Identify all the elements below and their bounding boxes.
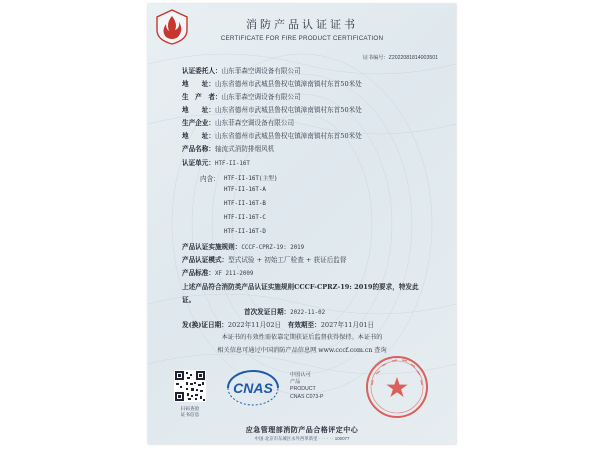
standard-label: 产品标准：: [182, 269, 215, 277]
certificate-subtitle: CERTIFICATE FOR FIRE PRODUCT CERTIFICATION: [220, 35, 384, 42]
factory-value: 山东菲森空调设备有限公司: [214, 119, 295, 127]
mode-value: 型式试验 + 初始工厂检查 + 获证后监督: [228, 256, 347, 264]
certificate-title: 消防产品认证证书: [246, 18, 358, 31]
first-issue-row: [244, 306, 325, 316]
unit-label: 认证单元：: [182, 159, 215, 167]
factory-address-label: 地 址：: [182, 132, 215, 140]
issuing-authority: 应急管理部消防产品合格评定中心: [245, 425, 359, 434]
valid-until-label: 有效期至：: [287, 321, 321, 329]
cnas-accreditation-text: [290, 372, 323, 401]
rule-row: [182, 241, 304, 251]
mode-label: 产品认证模式：: [182, 256, 229, 264]
conformity-line-1: 上述产品符合消防类产品认证实施规则CCCF-CPRZ-19: 2019的要求，特发此: [182, 283, 419, 291]
factory-label: 生产企业：: [182, 119, 215, 127]
unit-row: [182, 157, 250, 167]
client-row: [182, 65, 301, 75]
first-issue-value: 2022-11-02: [290, 310, 326, 316]
maker-address-value: 山东省德州市武城县鲁权屯镇漳南镇村东首50米处: [214, 106, 362, 114]
qr-caption: [170, 407, 210, 419]
maker-row: [182, 91, 301, 101]
factory-row: [182, 117, 294, 127]
valid-until-value: 2027年11月01日: [320, 321, 375, 329]
model-item: HTF-II-16T-B: [224, 201, 266, 207]
maker-address-row: [182, 104, 362, 114]
rule-label: 产品认证实施规则：: [182, 243, 242, 251]
mode-row: [182, 254, 347, 264]
product-value: 轴流式消防排烟风机: [214, 145, 275, 153]
qr-caption-line-2: 证书信息: [180, 413, 200, 418]
validity-note-line-1: 本证书的有效性需依靠定期获证后监督获得保持。本证书的: [221, 334, 383, 341]
unit-value: HTF-II-16T: [214, 161, 250, 167]
factory-address-row: [182, 130, 362, 140]
conformity-line-2: 证。: [182, 296, 196, 304]
cnas-line-1: 中国认可: [290, 372, 311, 378]
model-item: HTF-II-16T-D: [224, 229, 266, 235]
issue-valid-row: [182, 319, 374, 329]
client-address-label: 地 址：: [182, 80, 215, 88]
qr-caption-line-1: 扫码查验: [180, 407, 200, 412]
product-label: 产品名称：: [182, 145, 215, 153]
factory-address-value: 山东省德州市武城县鲁权屯镇漳南镇村东首50米处: [214, 132, 362, 140]
includes-label: 内含：: [200, 175, 220, 183]
certificate-number: [363, 54, 438, 61]
maker-address-label: 地 址：: [182, 106, 215, 114]
issue-date-label: 发(换)证日期：: [182, 321, 228, 329]
cnas-line-4: CNAS C073-P: [290, 393, 324, 400]
cnas-line-2: 产品: [290, 379, 301, 386]
certificate-number-label: 证书编号：: [362, 55, 389, 61]
maker-label: 生 产 者：: [182, 93, 222, 101]
model-item: HTF-II-16T(主型): [224, 176, 278, 182]
client-address-row: [182, 78, 362, 88]
issue-date-value: 2022年11月02日: [227, 321, 282, 329]
cnas-line-3: PRODUCT: [290, 386, 316, 393]
cnas-logo-icon: [222, 368, 284, 408]
certificate-number-value: Z2022081814003501: [388, 55, 438, 61]
model-item: HTF-II-16T-A: [224, 187, 266, 193]
qr-code-icon[interactable]: [174, 370, 206, 402]
certificate: [148, 4, 456, 444]
model-item: HTF-II-16T-C: [224, 215, 266, 221]
official-seal-icon: [364, 354, 430, 420]
issuer-address: 中国·北京市东城区永外西革新里 · · · · · · 100077: [254, 436, 350, 441]
standard-row: [182, 267, 253, 277]
cnas-logo-text: CNAS: [233, 380, 273, 396]
client-label: 认证委托人：: [182, 67, 222, 75]
rule-value: CCCF-CPRZ-19: 2019: [241, 245, 305, 251]
client-value: 山东菲森空调设备有限公司: [221, 67, 301, 75]
first-issue-label: 首次发证日期：: [244, 308, 291, 316]
validity-note-line-2: 相关信息可通过中国消防产品信息网 www.cccf.com.cn 查询: [217, 347, 387, 354]
product-row: [182, 143, 274, 153]
standard-value: XF 211-2009: [214, 271, 254, 277]
client-address-value: 山东省德州市武城县鲁权屯镇漳南镇村东首50米处: [214, 80, 362, 88]
maker-value: 山东菲森空调设备有限公司: [221, 93, 301, 101]
